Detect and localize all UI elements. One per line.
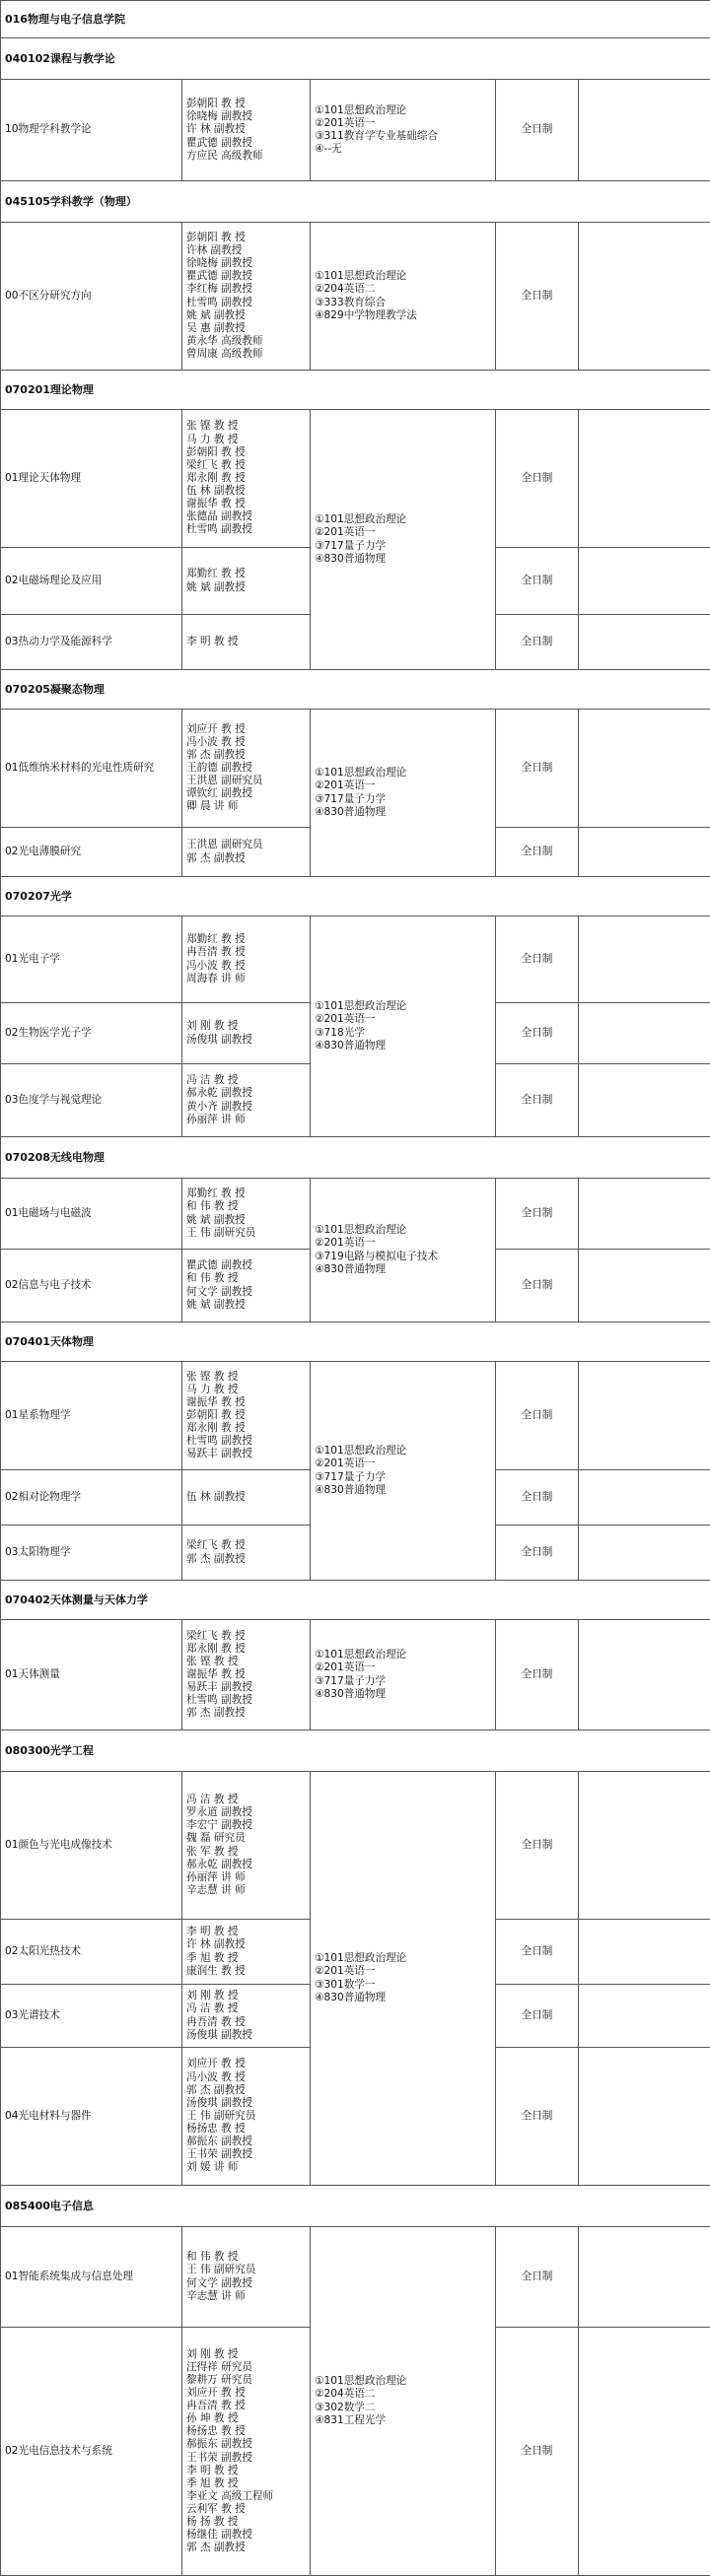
direction-row [1,1620,710,1730]
supervisor-list [182,1003,311,1064]
major-header-row [1,670,710,710]
exam-line: ①101思想政治理论 [315,1445,491,1457]
supervisor-line: 吴 惠 副教授 [186,322,306,335]
study-mode: 全日制 [496,1179,579,1250]
remarks-cell [579,916,710,1003]
supervisor-line: 季 旭 教 授 [186,1952,306,1965]
supervisor-list [182,828,311,877]
supervisor-line: 康润生 教 授 [186,1965,306,1978]
supervisor-list [182,1470,311,1525]
remarks-cell [579,1064,710,1137]
supervisor-line: 郑永刚 教 授 [186,1422,306,1435]
supervisor-line: 谢振华 教 授 [186,498,306,510]
direction-name: 01颜色与光电成像技术 [1,1772,182,1920]
direction-name: 02太阳光热技术 [1,1920,182,1985]
supervisor-line: 伍 林 副教授 [186,485,306,498]
exam-line: ②201英语一 [315,526,491,539]
supervisor-line: 李亚文 高级工程师 [186,2490,306,2503]
major-title: 070402天体测量与天体力学 [1,1581,710,1620]
supervisor-line: 辛志慧 讲 师 [186,2290,306,2303]
supervisor-line: 冉吾清 教 授 [186,2400,306,2412]
supervisor-line: 谢振华 教 授 [186,1668,306,1681]
remarks-cell [579,1772,710,1920]
study-mode: 全日制 [496,2227,579,2328]
supervisor-list [182,2227,311,2328]
supervisor-line: 杜雪鸣 副教授 [186,523,306,536]
exam-subjects [311,80,496,181]
supervisor-line: 郭 杰 副教授 [186,1707,306,1720]
direction-name: 01星系物理学 [1,1362,182,1470]
supervisor-line: 何文学 副教授 [186,2277,306,2290]
supervisor-line: 梁红飞 教 授 [186,459,306,472]
remarks-cell [579,548,710,615]
exam-line: ①101思想政治理论 [315,1649,491,1661]
supervisor-line: 云利军 教 授 [186,2503,306,2516]
supervisor-list [182,410,311,548]
supervisor-line: 易跃丰 副教授 [186,1681,306,1694]
major-title: 070201理论物理 [1,371,710,410]
supervisor-line: 郭 杰 副教授 [186,2084,306,2097]
exam-line: ②204英语二 [315,283,491,296]
direction-name: 03光谱技术 [1,1985,182,2048]
major-header-row [1,1730,710,1772]
remarks-cell [579,80,710,181]
supervisor-line: 刘 刚 教 授 [186,1020,306,1033]
major-header-row [1,1137,710,1179]
supervisor-line: 刘应开 教 授 [186,723,306,736]
remarks-cell [579,1250,710,1322]
supervisor-line: 姚 斌 副教授 [186,309,306,322]
study-mode: 全日制 [496,710,579,828]
direction-row [1,1179,710,1250]
remarks-cell [579,2328,710,2576]
supervisor-list [182,916,311,1003]
direction-row [1,223,710,371]
remarks-cell [579,1179,710,1250]
direction-name: 01光电子学 [1,916,182,1003]
supervisor-line: 刘 刚 教 授 [186,2348,306,2361]
supervisor-line: 和 伟 教 授 [186,1272,306,1285]
direction-name: 01低维纳米材料的光电性质研究 [1,710,182,828]
remarks-cell [579,1003,710,1064]
supervisor-line: 郭 杰 副教授 [186,2542,306,2554]
supervisor-line: 杨扬忠 教 授 [186,2123,306,2135]
supervisor-line: 魏 磊 研究员 [186,1832,306,1845]
exam-subjects [311,710,496,877]
exam-line: ①101思想政治理论 [315,270,491,283]
remarks-cell [579,1470,710,1525]
supervisor-line: 彭朝阳 教 授 [186,232,306,244]
supervisor-line: 黎耕万 研究员 [186,2374,306,2387]
exam-line: ③717量子力学 [315,1675,491,1688]
supervisor-line: 张 铿 教 授 [186,1371,306,1384]
remarks-cell [579,2048,710,2186]
supervisor-list [182,1179,311,1250]
supervisor-line: 罗永道 副教授 [186,1806,306,1819]
supervisor-line: 周海春 讲 师 [186,973,306,985]
exam-line: ④831工程光学 [315,2414,491,2427]
supervisor-line: 易跃丰 副教授 [186,1448,306,1460]
supervisor-line: 冯 洁 教 授 [186,1794,306,1806]
supervisor-line: 卿 晨 讲 师 [186,800,306,813]
remarks-cell [579,410,710,548]
supervisor-line: 王韵德 副教授 [186,762,306,775]
exam-line: ④830普通物理 [315,1484,491,1497]
supervisor-line: 郑永刚 教 授 [186,1643,306,1656]
exam-line: ②201英语一 [315,1965,491,1978]
supervisor-list [182,2048,311,2186]
supervisor-line: 郝永乾 副教授 [186,1087,306,1100]
supervisor-line: 张 铿 教 授 [186,420,306,433]
supervisor-line: 彭朝阳 教 授 [186,1409,306,1422]
study-mode: 全日制 [496,1985,579,2048]
study-mode: 全日制 [496,410,579,548]
supervisor-line: 汪得祥 研究员 [186,2361,306,2374]
remarks-cell [579,710,710,828]
direction-name: 02相对论物理学 [1,1470,182,1525]
supervisor-line: 何文学 副教授 [186,1286,306,1299]
supervisor-line: 郝振东 副教授 [186,2135,306,2148]
supervisor-line: 冯 洁 教 授 [186,1074,306,1087]
supervisor-line: 李 明 教 授 [186,2465,306,2477]
catalog-body [1,1,710,2576]
supervisor-list [182,2328,311,2576]
direction-name: 03太阳物理学 [1,1525,182,1581]
supervisor-line: 孙丽萍 讲 师 [186,1114,306,1126]
exam-line: ③302数学二 [315,2402,491,2414]
exam-line: ①101思想政治理论 [315,1952,491,1965]
study-mode: 全日制 [496,1362,579,1470]
major-title: 070205凝聚态物理 [1,670,710,710]
supervisor-line: 季 旭 教 授 [186,2477,306,2490]
exam-line: ③311教育学专业基础综合 [315,130,491,143]
major-header-row [1,38,710,80]
supervisor-list [182,1250,311,1322]
direction-name: 02信息与电子技术 [1,1250,182,1322]
exam-subjects [311,1362,496,1581]
exam-line: ④--无 [315,143,491,156]
remarks-cell [579,1985,710,2048]
supervisor-line: 曾周康 高级教师 [186,348,306,361]
supervisor-line: 姚 斌 副教授 [186,1214,306,1227]
supervisor-line: 孙 坤 教 授 [186,2412,306,2425]
supervisor-list [182,1362,311,1470]
supervisor-list [182,1064,311,1137]
exam-line: ②204英语二 [315,2388,491,2401]
college-row [1,1,710,38]
exam-line: ②201英语一 [315,117,491,130]
supervisor-line: 彭朝阳 教 授 [186,446,306,459]
exam-line: ④830普通物理 [315,1040,491,1052]
supervisor-line: 王书荣 副教授 [186,2148,306,2161]
direction-name: 10物理学科教学论 [1,80,182,181]
supervisor-line: 梁红飞 教 授 [186,1630,306,1643]
remarks-cell [579,828,710,877]
direction-name: 02生物医学光子学 [1,1003,182,1064]
study-mode: 全日制 [496,1772,579,1920]
exam-subjects [311,1179,496,1322]
study-mode: 全日制 [496,80,579,181]
supervisor-line: 彭朝阳 教 授 [186,98,306,110]
supervisor-line: 和 伟 教 授 [186,2251,306,2264]
supervisor-line: 郭 杰 副教授 [186,852,306,865]
major-title: 070401天体物理 [1,1322,710,1362]
study-mode: 全日制 [496,1003,579,1064]
study-mode: 全日制 [496,1064,579,1137]
direction-name: 03色度学与视觉理论 [1,1064,182,1137]
supervisor-line: 王洪恩 副研究员 [186,839,306,851]
exam-line: ④830普通物理 [315,553,491,566]
supervisor-line: 杨继佳 副教授 [186,2529,306,2542]
exam-line: ③719电路与模拟电子技术 [315,1251,491,1263]
exam-line: ③718光学 [315,1027,491,1040]
study-mode: 全日制 [496,1525,579,1581]
supervisor-line: 孙丽萍 讲 师 [186,1871,306,1884]
supervisor-line: 杨 扬 教 授 [186,2516,306,2529]
supervisor-line: 杜雪鸣 副教授 [186,1435,306,1448]
exam-line: ③717量子力学 [315,540,491,553]
major-title: 080300光学工程 [1,1730,710,1772]
supervisor-line: 徐晓梅 副教授 [186,110,306,123]
supervisor-list [182,1985,311,2048]
exam-line: ①101思想政治理论 [315,767,491,780]
major-header-row [1,181,710,223]
supervisor-line: 杨扬忠 教 授 [186,2425,306,2438]
major-title: 040102课程与教学论 [1,38,710,80]
supervisor-line: 王 伟 副研究员 [186,2110,306,2123]
remarks-cell [579,1525,710,1581]
supervisor-line: 郑永刚 教 授 [186,472,306,485]
supervisor-line: 郭 杰 副教授 [186,1553,306,1566]
direction-row [1,2227,710,2328]
supervisor-line: 梁红飞 教 授 [186,1539,306,1552]
study-mode: 全日制 [496,2328,579,2576]
supervisor-line: 瞿武德 副教授 [186,137,306,150]
remarks-cell [579,1620,710,1730]
exam-line: ④830普通物理 [315,806,491,819]
supervisor-line: 郝永乾 副教授 [186,1859,306,1871]
supervisor-line: 和 伟 教 授 [186,1200,306,1213]
direction-name: 01理论天体物理 [1,410,182,548]
direction-name: 01电磁场与电磁波 [1,1179,182,1250]
supervisor-line: 刘应开 教 授 [186,2387,306,2400]
supervisor-list [182,548,311,615]
supervisor-line: 刘 刚 教 授 [186,1990,306,2002]
supervisor-line: 郑勤红 教 授 [186,933,306,946]
supervisor-line: 黄永华 高级教师 [186,335,306,348]
supervisor-line: 汤俊琪 副教授 [186,1034,306,1047]
supervisor-line: 杜雪鸣 副教授 [186,1694,306,1707]
supervisor-line: 王洪恩 副研究员 [186,775,306,787]
supervisor-line: 辛志慧 讲 师 [186,1884,306,1897]
supervisor-list [182,710,311,828]
study-mode: 全日制 [496,1250,579,1322]
exam-line: ④830普通物理 [315,1992,491,2004]
supervisor-list [182,1525,311,1581]
exam-line: ③301数学一 [315,1979,491,1992]
study-mode: 全日制 [496,223,579,371]
study-mode: 全日制 [496,615,579,670]
supervisor-line: 王 伟 副研究员 [186,2264,306,2276]
exam-line: ①101思想政治理论 [315,104,491,117]
direction-row [1,1362,710,1470]
exam-line: ③717量子力学 [315,793,491,806]
supervisor-list [182,1772,311,1920]
direction-row [1,710,710,828]
direction-name: 02光电薄膜研究 [1,828,182,877]
supervisor-line: 冯小波 教 授 [186,960,306,973]
major-header-row [1,371,710,410]
direction-row [1,80,710,181]
supervisor-list [182,1920,311,1985]
supervisor-line: 郑勤红 教 授 [186,1187,306,1200]
exam-line: ②201英语一 [315,780,491,792]
exam-line: ①101思想政治理论 [315,2375,491,2388]
supervisor-line: 汤俊琪 副教授 [186,2097,306,2110]
supervisor-line: 冉吾清 教 授 [186,946,306,959]
supervisor-line: 马 力 教 授 [186,434,306,446]
supervisor-line: 姚 斌 副教授 [186,1299,306,1312]
supervisor-line: 李红梅 副教授 [186,283,306,296]
exam-line: ③333教育综合 [315,297,491,309]
supervisor-list [182,80,311,181]
supervisor-line: 汤俊琪 副教授 [186,2029,306,2042]
direction-name: 01智能系统集成与信息处理 [1,2227,182,2328]
exam-line: ①101思想政治理论 [315,1000,491,1013]
direction-name: 02电磁场理论及应用 [1,548,182,615]
supervisor-line: 冯 洁 教 授 [186,2002,306,2015]
exam-subjects [311,2227,496,2576]
direction-name: 01天体测量 [1,1620,182,1730]
exam-line: ④830普通物理 [315,1263,491,1276]
study-mode: 全日制 [496,1920,579,1985]
supervisor-line: 黄小齐 副教授 [186,1101,306,1114]
exam-line: ③717量子力学 [315,1471,491,1484]
supervisor-line: 谭钦红 副教授 [186,787,306,800]
major-header-row [1,877,710,916]
exam-subjects [311,410,496,670]
major-title: 045105学科教学（物理） [1,181,710,223]
major-title: 070207光学 [1,877,710,916]
exam-line: ②201英语一 [315,1237,491,1250]
supervisor-line: 王 伟 副研究员 [186,1227,306,1240]
supervisor-line: 瞿武德 副教授 [186,270,306,283]
supervisor-line: 李 明 教 授 [186,1926,306,1938]
supervisor-line: 方应民 高级教师 [186,150,306,163]
exam-subjects [311,1772,496,2186]
supervisor-line: 瞿武德 副教授 [186,1259,306,1272]
exam-line: ②201英语一 [315,1661,491,1674]
major-header-row [1,1322,710,1362]
supervisor-line: 杜雪鸣 副教授 [186,297,306,309]
supervisor-line: 刘 媛 讲 师 [186,2161,306,2174]
supervisor-line: 姚 斌 副教授 [186,581,306,594]
supervisor-line: 马 力 教 授 [186,1384,306,1396]
direction-name: 04光电材料与器件 [1,2048,182,2186]
direction-row [1,410,710,548]
study-mode: 全日制 [496,916,579,1003]
exam-line: ④830普通物理 [315,1688,491,1701]
supervisor-line: 张 铿 教 授 [186,1656,306,1668]
remarks-cell [579,1362,710,1470]
direction-row [1,1772,710,1920]
supervisor-line: 谢振华 教 授 [186,1396,306,1409]
supervisor-line: 冯小波 教 授 [186,736,306,749]
study-mode: 全日制 [496,1620,579,1730]
exam-line: ①101思想政治理论 [315,513,491,526]
supervisor-line: 李宏宁 副教授 [186,1819,306,1832]
major-title: 085400电子信息 [1,2186,710,2227]
supervisor-line: 伍 林 副教授 [186,1491,306,1504]
remarks-cell [579,1920,710,1985]
supervisor-line: 冉吾清 教 授 [186,2016,306,2029]
study-mode: 全日制 [496,828,579,877]
supervisor-line: 许林 副教授 [186,244,306,257]
direction-name: 02光电信息技术与系统 [1,2328,182,2576]
supervisor-list [182,1620,311,1730]
supervisor-line: 王书荣 副教授 [186,2452,306,2465]
exam-subjects [311,916,496,1137]
exam-line: ②201英语一 [315,1457,491,1470]
major-header-row [1,2186,710,2227]
direction-row [1,916,710,1003]
exam-line: ①101思想政治理论 [315,1224,491,1237]
college-title: 016物理与电子信息学院 [1,1,710,38]
supervisor-line: 刘应开 教 授 [186,2058,306,2070]
supervisor-line: 徐晓梅 副教授 [186,257,306,270]
exam-line: ②201英语一 [315,1013,491,1026]
study-mode: 全日制 [496,1470,579,1525]
supervisor-line: 张德晶 副教授 [186,510,306,523]
supervisor-list [182,615,311,670]
supervisor-line: 李 明 教 授 [186,636,306,648]
supervisor-line: 许 林 副教授 [186,123,306,136]
supervisor-line: 冯小波 教 授 [186,2071,306,2084]
remarks-cell [579,2227,710,2328]
major-title: 070208无线电物理 [1,1137,710,1179]
study-mode: 全日制 [496,2048,579,2186]
exam-subjects [311,1620,496,1730]
supervisor-list [182,223,311,371]
supervisor-line: 郑勤红 教 授 [186,568,306,580]
supervisor-line: 许 林 副教授 [186,1938,306,1951]
remarks-cell [579,223,710,371]
study-mode: 全日制 [496,548,579,615]
supervisor-line: 郝振东 副教授 [186,2438,306,2451]
supervisor-line: 郭 杰 副教授 [186,749,306,762]
direction-name: 00不区分研究方向 [1,223,182,371]
remarks-cell [579,615,710,670]
exam-subjects [311,223,496,371]
exam-line: ④829中学物理教学法 [315,309,491,322]
major-header-row [1,1581,710,1620]
direction-name: 03热动力学及能源科学 [1,615,182,670]
supervisor-line: 张 军 教 授 [186,1846,306,1859]
